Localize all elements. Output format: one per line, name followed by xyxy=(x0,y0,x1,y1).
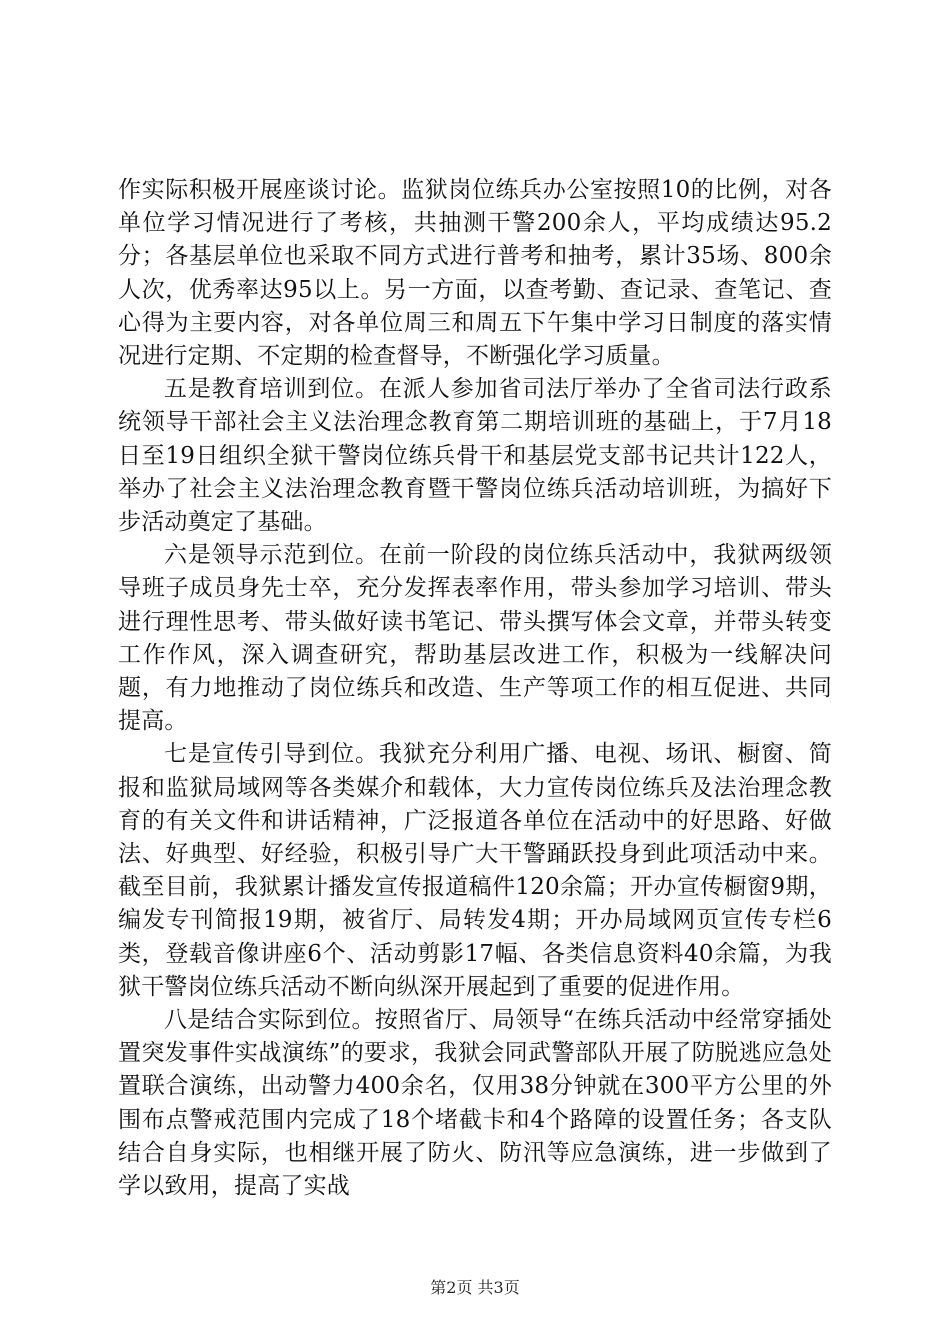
paragraph-practical-integration: 八是结合实际到位。按照省厅、局领导“在练兵活动中经常穿插处置突发事件实战演练”的要求，我狱会同武警部队开展了防脱逃应急处置联合演练，出动警力400余名，仅用38分钟就在300平方公里的外围布点警戒范围内完成了18个堵截卡和4个路障的设置任务；各支队结合自身实际，也相继开展了防火、防汛等应急演练，进一步做到了学以致用，提高了实战 xyxy=(118,1007,832,1200)
page-footer: 第2页 共3页 xyxy=(430,1278,520,1297)
paragraph-publicity-guidance: 七是宣传引导到位。我狱充分利用广播、电视、场讯、橱窗、简报和监狱局域网等各类媒介和载体，大力宣传岗位练兵及法治理念教育的有关文件和讲话精神，广泛报道各单位在活动中的好思路、好做法、好典型、好经验，积极引导广大干警踊跃投身到此项活动中来。截至目前，我狱累计播发宣传报道稿件120余篇；开办宣传橱窗9期，编发专刊简报19期，被省厅、局转发4期；开办局域网页宣传专栏6类，登载音像讲座6个、活动剪影17幅、各类信息资料40余篇，为我狱干警岗位练兵活动不断向纵深开展起到了重要的促进作用。 xyxy=(118,741,832,1000)
paragraph-continued: 作实际积极开展座谈讨论。监狱岗位练兵办公室按照10的比例，对各单位学习情况进行了考核，共抽测干警200余人，平均成绩达95.2分；各基层单位也采取不同方式进行普考和抽考，累计35场、800余人次，优秀率达95以上。另一方面，以查考勤、查记录、查笔记、查心得为主要内容，对各单位周三和周五下午集中学习日制度的落实情况进行定期、不定期的检查督导，不断强化学习质量。 xyxy=(118,177,832,370)
paragraph-education-training: 五是教育培训到位。在派人参加省司法厅举办了全省司法行政系统领导干部社会主义法治理念教育第二期培训班的基础上，于7月18日至19日组织全狱干警岗位练兵骨干和基层党支部书记共计122人，举办了社会主义法治理念教育暨干警岗位练兵活动培训班，为搞好下步活动奠定了基础。 xyxy=(118,376,832,536)
paragraph-leadership-example: 六是领导示范到位。在前一阶段的岗位练兵活动中，我狱两级领导班子成员身先士卒，充分发挥表率作用，带头参加学习培训、带头进行理性思考、带头做好读书笔记、带头撰写体会文章，并带头转变工作作风，深入调查研究，帮助基层改进工作，积极为一线解决问题，有力地推动了岗位练兵和改造、生产等项工作的相互促进、共同提高。 xyxy=(118,542,832,735)
document-body xyxy=(118,174,832,1203)
